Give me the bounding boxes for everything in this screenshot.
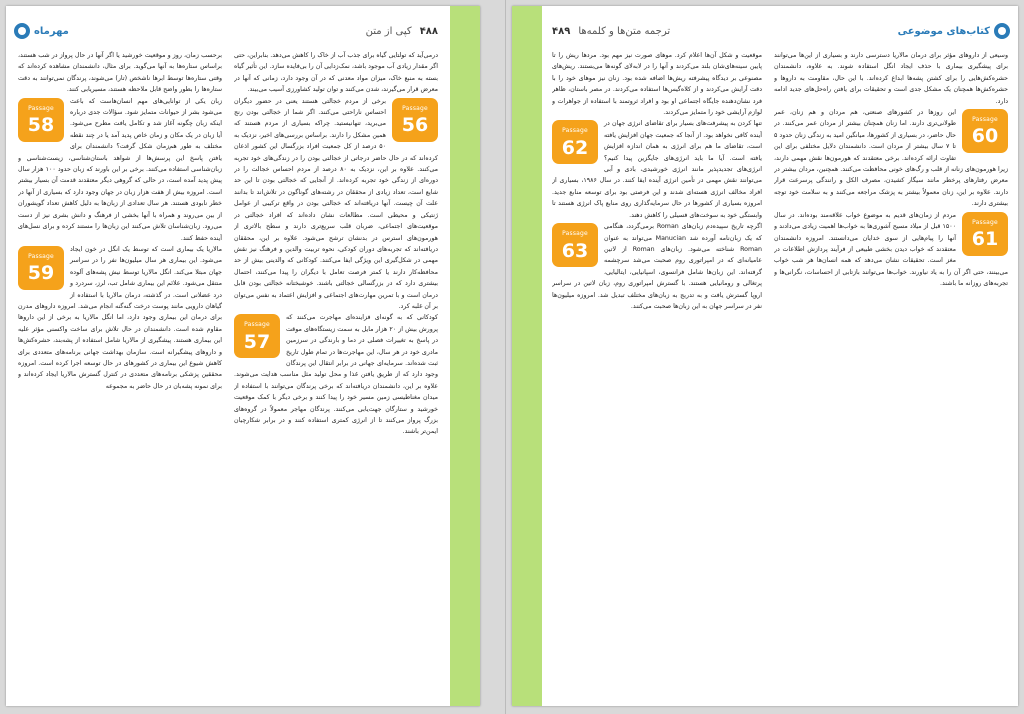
paragraph: درمی‌آید که تولتایی گیاه برای جذب آب از خاک را کاهش می‌دهد. بنابراین، حتی اگر مقدار زیادی آب موجود باشد، نمک‌زدایی آن را بی‌فایده سازد. این تأثیر گیاه بسته به منبع خاک، میزان مواد معدنی که در آن وجود دارد، زمانی که آنها در معرض قرار می‌گیرند، شدن می‌کنند و توان تولید کشاورزی آسیب می‌بیند. [234,52,438,94]
left-header [166,16,438,46]
passage-label: Passage [562,127,588,135]
passage-badge-56 [392,98,438,142]
column-inner [234,50,438,698]
page-edge-strip [512,6,542,706]
page-number: ۴۸۸ [419,25,438,37]
page-number: ۴۸۹ [552,25,571,37]
right-page [512,6,1018,706]
passage-label: Passage [972,218,998,226]
brand-label: کتاب‌های موضوعی [897,25,990,37]
series-logo [898,23,1010,39]
passage-badge-59 [18,246,64,290]
passage-number: 58 [27,114,55,137]
passage-label: Passage [28,252,54,260]
passage-label: Passage [244,321,270,329]
paragraph: برخی از مردم خجالتی هستند یعنی در حضور دیگران احساس ناراحتی می‌کنند. اگر شما از خجالتی بودن رنج می‌برید، تنهانیستید. چراکه بسیاری از مردم هستند که همین مشکل را دارند. براساس بررسی‌های اخیر، نزدیک به ۵۰ درصد از کل جمعیت افراد بزرگسال این کشور اذعان کرده‌اند که در حال حاضر درجاتی از خجالتی بودن را در زندگی‌های خود تجربه می‌کنند. علاوه بر این، نزدیک به ۸۰ درصد از مردم احساس خجالت را در دوره‌ای از زندگی خود تجربه کرده‌اند. از آنجایی که خجالتی بودن تا این حد شایع است، تعداد زیادی از محققان در رشته‌های گوناگون در تلاش‌اند تا بدانند علت آن چیست. آنها دریافته‌اند که خجالتی بودن در واقع ترکیبی از عوامل ژنتیکی و محیطی است. مطالعات نشان داده‌اند که افراد خجالتی در موقعیت‌های اجتماعی، ضربان قلب سریع‌تری دارند و سطح بالاتری از هورمون‌های استرس در بدنشان ترشح می‌شود. علاوه بر این، محققان دریافته‌اند که تجربه‌های دوران کودکی، نحوه تربیت والدین و فرهنگ نیز نقش مهمی در شکل‌گیری این ویژگی ایفا می‌کنند. کودکانی که والدینی بیش از حد محافظه‌کار دارند یا کمتر فرصت تعامل با دیگران را پیدا می‌کنند، احتمال بیشتری دارد که در بزرگسالی خجالتی باشند. خوشبختانه خجالتی بودن قابل درمان است و با تمرین مهارت‌های اجتماعی و افزایش اعتماد به نفس می‌توان بر آن غلبه کرد. [234,97,438,310]
passage-number: 62 [561,136,589,159]
passage-number: 56 [401,114,429,137]
passage-badge-57 [234,314,280,358]
header-title: کپی از متن [365,25,412,37]
paragraph: وسیعی از داروهای مؤثر برای درمان مالاریا دسترسی دارند و بسیاری از این‌ها می‌توانند برای پیشگیری بیماری با حذف ایجاد انگل استفاده شوند. به علاوه، دانشمندان حشره‌کش‌هایی را برای کشتن پشه‌ها ابداع کرده‌اند. با این حال، مقاومت به داروها و حشره‌کش‌ها همچنان یک مشکل جدی است و تحقیقات برای یافتن راه‌حل‌های جدید ادامه دارد. [774,52,1008,105]
passage-badge-61 [962,212,1008,256]
column-inner [552,50,762,698]
publisher-logo-icon [14,23,30,39]
brand-label: مهرماه [34,25,69,37]
passage-badge-62 [552,120,598,164]
series-logo-icon [994,23,1010,39]
passage-number: 63 [561,239,589,262]
left-page [6,6,480,706]
passage-label: Passage [972,116,998,124]
publisher-logo [14,23,69,39]
paragraph: کودکانی که به گونه‌ای فزاینده‌ای مهاجرت می‌کنند که پرورش بیش از ۲۰ هزار مایل به سمت زیستگاه‌های موقت در پاسخ به تغییرات فصلی در دما و بارندگی در سرزمین مادری خود در هر سال، این مهاجرت‌ها در تمام طول تاریخ ثبت شده‌اند. سرمایه‌ای جهانی در برابر انتقال این پرندگان وجود دارد که از طریق یافتن غذا و محل تولید مثل مناسب هدایت می‌شوند. علاوه بر این، دانشمندان دریافته‌اند که برخی پرندگان می‌توانند با استفاده از میدان مغناطیسی زمین مسیر خود را پیدا کنند و برخی دیگر با کمک موقعیت خورشید و ستارگان جهت‌یابی می‌کنند. پرندگان مهاجر معمولاً در گروه‌های بزرگ پرواز می‌کنند تا از انرژی کمتری استفاده کنند و در برابر شکارچیان ایمن‌تر باشند. [234,314,438,436]
passage-label: Passage [28,104,54,112]
paragraph: زبان یکی از توانایی‌های مهم انسان‌هاست که باعث می‌شود بشر از حیوانات متمایز شود. سؤالات جدی درباره اینکه زبان چگونه آغاز شد و تکامل یافت مطرح می‌شود. آیا زبان در یک مکان و زمان خاص پدید آمد یا در چند نقطه مختلف به طور هم‌زمان شکل گرفت؟ دانشمندان برای یافتن پاسخ این پرسش‌ها از شواهد باستان‌شناسی، زیست‌شناسی و زبان‌شناسی استفاده می‌کنند. برخی بر این باورند که زبان حدود ۱۰۰ هزار سال پیش پدید آمده است، در حالی که گروهی دیگر معتقدند قدمت آن بسیار بیشتر است. امروزه بیش از هفت هزار زبان در جهان وجود دارد که بسیاری از آنها در خطر نابودی هستند. هر سال تعدادی از زبان‌ها به دلیل کاهش تعداد گویشوران از بین می‌روند و همراه با آنها بخشی از فرهنگ و دانش بشری نیز از دست می‌رود. زبان‌شناسان تلاش می‌کنند این زبان‌ها را مستند کرده و برای نسل‌های آینده حفظ کنند. [18,97,222,242]
right-header-brand [860,16,1010,46]
right-header [552,16,852,46]
passage-badge-58 [18,98,64,142]
paragraph: تنها کردن به پیشرفت‌های بسیار برای تقاضای انرژی جهان در آینده کافی نخواهد بود. از آنجا که جمعیت جهان افزایش یافته است، تقاضای ما هم برای انرژی به همان اندازه افزایش یافته است. آیا ما باید انرژی‌های جایگزین پیدا کنیم؟ انرژی‌های تجدیدپذیر مانند انرژی خورشیدی، بادی و آبی می‌توانند نقش مهمی در تأمین انرژی آینده ایفا کنند. در سال ۱۹۸۶، بسیاری از افراد مخالف انرژی هسته‌ای شدند و این فرصتی بود برای توسعه منابع جدید. امروزه بسیاری از کشورها در حال سرمایه‌گذاری روی منابع پاک انرژی هستند تا وابستگی خود به سوخت‌های فسیلی را کاهش دهند. [552,120,762,219]
column-outer [18,50,222,698]
passage-label: Passage [562,230,588,238]
paragraph: این روزها در کشورهای صنعتی، هم مردان و هم زنان، عمر طولانی‌تری دارند. اما زنان همچنان بیشتر از مردان عمر می‌کنند. در حال حاضر، در بسیاری از کشورها، میانگین امید به زندگی زنان حدود ۵ تا ۷ سال بیشتر از مردان است. دانشمندان دلایل مختلفی برای این تفاوت ارائه کرده‌اند. برخی معتقدند که هورمون‌ها نقش مهمی دارند، زیرا هورمون‌های زنانه از قلب و رگ‌های خونی محافظت می‌کنند. همچنین، مردان بیشتر در معرض رفتارهای پرخطر مانند سیگار کشیدن، مصرف الکل و رانندگی پرسرعت قرار دارند. علاوه بر این، زنان معمولاً بیشتر به پزشک مراجعه می‌کنند و به سلامت خود توجه بیشتری دارند. [774,109,1008,208]
left-header-brand [14,16,164,46]
paragraph: موقعیت و شکل آن‌ها اعلام کرد. موهای صورت نیز مهم بود. مردها ریش را تا پایین سینه‌های‌شان بلند می‌کردند و آنها را در لابه‌لای گونه‌ها می‌بستند. ریش‌های مصنوعی بر دیدگاه پیشرفته ریش‌ها اضافه شده بود. زنان نیز موهای خود را با دقت آرایش می‌کردند و از کلاه‌گیس‌ها استفاده می‌کردند. در مصر باستان، ظاهر فرد نشان‌دهنده جایگاه اجتماعی او بود و افراد ثروتمند با استفاده از جواهرات و لوازم آرایشی خود را متمایز می‌کردند. [552,52,762,117]
passage-number: 61 [971,228,999,251]
paragraph: مردم از زمان‌های قدیم به موضوع خواب علاقه‌مند بوده‌اند. در سال ۱۵۰۰ قبل از میلاد مسیح آشوری‌ها به خواب‌ها اهمیت زیادی می‌دادند و آنها را پیام‌هایی از سوی خدایان می‌دانستند. امروزه دانشمندان معتقدند که خواب دیدن بخشی طبیعی از فرآیند پردازش اطلاعات در مغز است. تحقیقات نشان می‌دهد که همه انسان‌ها هر شب خواب می‌بینند، حتی اگر آن را به یاد نیاورند. خواب‌ها می‌توانند بازتابی از احساسات، نگرانی‌ها و تجربه‌های روزانه ما باشند. [774,211,1008,288]
page-edge-strip [450,6,480,706]
passage-number: 59 [27,262,55,285]
paragraph: اگرچه تاریخ سپیده‌دم زبان‌های Roman برمی‌گردد، هنگامی که یک زبان‌نامه آورده شد Manucian می‌تواند به عنوان Roman شناخته می‌شود. زبان‌های Roman از لاتین عامیانه‌ای که در امپراتوری روم صحبت می‌شد سرچشمه گرفته‌اند. این زبان‌ها شامل فرانسوی، اسپانیایی، ایتالیایی، پرتغالی و رومانیایی هستند. با گسترش امپراتوری روم، زبان لاتین در سراسر اروپا گسترش یافت و به تدریج به زبان‌های مختلف تبدیل شد. امروزه میلیون‌ها نفر در سراسر جهان به این زبان‌ها صحبت می‌کنند. [552,223,762,310]
paragraph: مالاریا یک بیماری است که توسط یک انگل در خون ایجاد می‌شود. این بیماری هر سال میلیون‌ها نفر را در سراسر جهان مبتلا می‌کند. انگل مالاریا توسط نیش پشه‌های آلوده منتقل می‌شود. علائم این بیماری شامل تب، لرز، سردرد و درد عضلانی است. در گذشته، درمان مالاریا با استفاده از گیاهان دارویی مانند پوست درخت گنه‌گنه انجام می‌شد. امروزه داروهای مدرن برای درمان این بیماری وجود دارد، اما انگل مالاریا به برخی از این داروها مقاوم شده است. دانشمندان در حال تلاش برای ساخت واکسنی مؤثر علیه این بیماری هستند. پیشگیری از مالاریا شامل استفاده از پشه‌بند، حشره‌کش‌ها و داروهای پیشگیرانه است. سازمان بهداشت جهانی برنامه‌های متعددی برای کاهش شیوع این بیماری در کشورهای در حال توسعه اجرا کرده است. امروزه محققین پزشکی برنامه‌های متعددی در کنترل گسترش مالاریا ایجاد کرده‌اند و برای نمونه پشه‌بان در حال حاضر به مجموعه [18,245,222,390]
header-title: ترجمه متن‌ها و کلمه‌ها [578,25,671,37]
passage-number: 57 [243,330,271,353]
passage-number: 60 [971,125,999,148]
column-outer [774,50,1008,698]
passage-badge-63 [552,223,598,267]
book-spine [505,0,506,714]
passage-label: Passage [402,104,428,112]
passage-badge-60 [962,109,1008,153]
paragraph: برحسب زمان، روز و موقعیت خورشید یا اگر آنها در حال پرواز در شب هستند، براساس ستاره‌ها به آنها می‌گوید. برای مثال، دانشمندان مشاهده کرده‌اند که وقتی ستاره‌ها توسط ابرها ناشخص (تار) می‌شوند، پرندگان نمی‌توانند به دقت ستاره‌ها را بطور واضح قابل ملاحظه هستند، مسیریابی کنند. [18,52,222,94]
